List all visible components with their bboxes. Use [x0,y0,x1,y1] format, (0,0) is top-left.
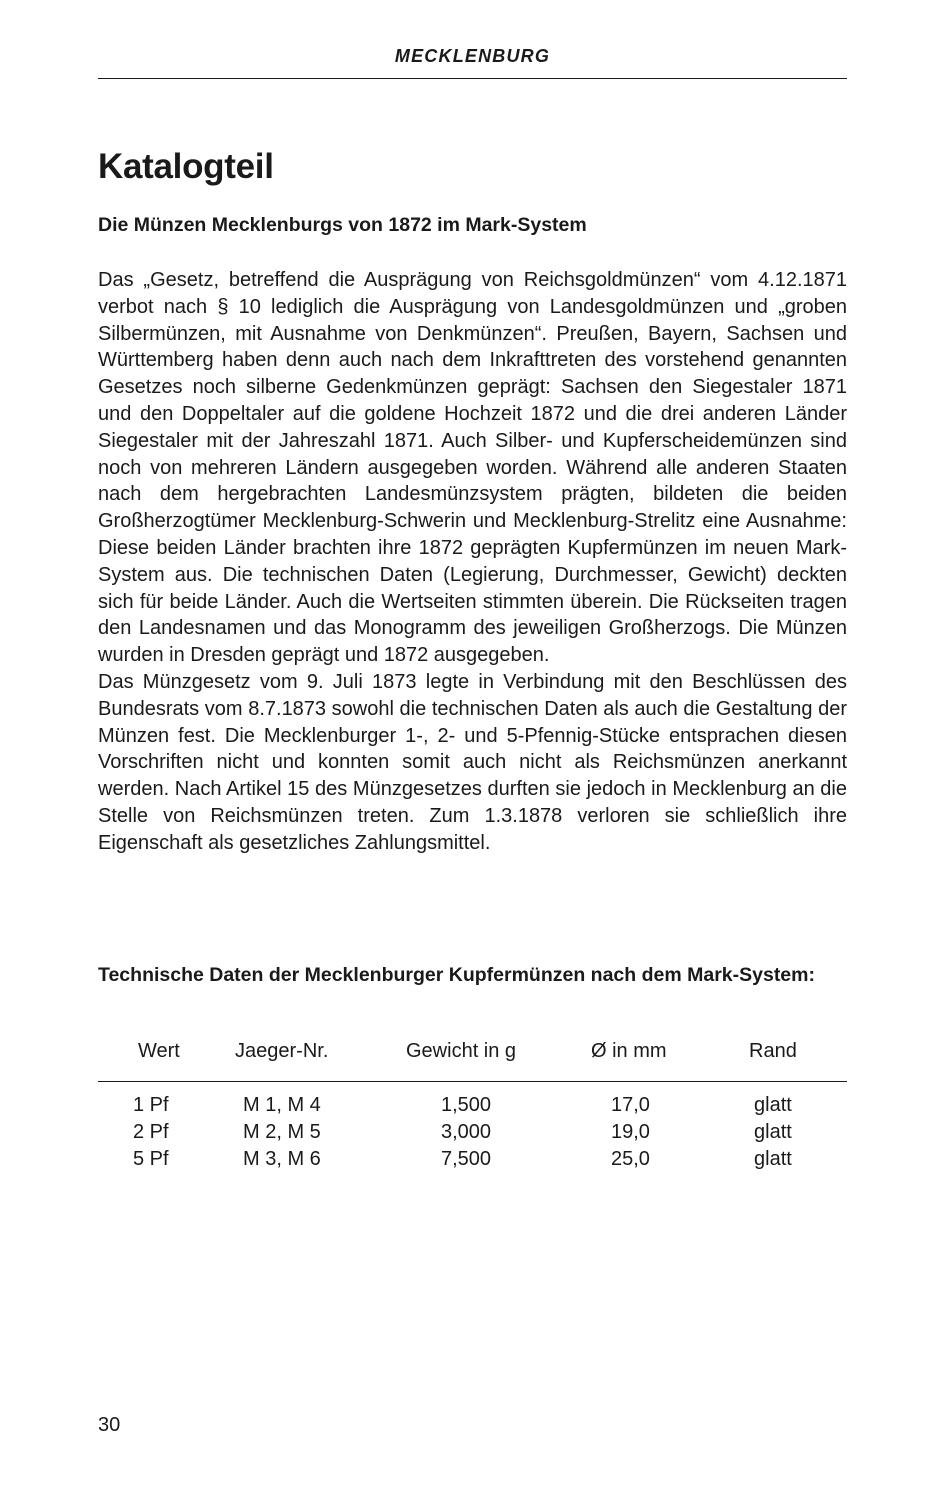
cell-gewicht: 3,000 [441,1121,492,1143]
header-jaeger: Jaeger-Nr. [235,1040,329,1062]
cell-rand: glatt [754,1121,792,1143]
header-rule [98,78,847,79]
cell-durchmesser: 25,0 [611,1148,650,1170]
cell-rand: glatt [754,1094,792,1116]
table-row [98,1121,847,1148]
table-row [98,1094,847,1121]
cell-wert: 2 Pf [133,1121,169,1143]
table-body [98,1094,847,1175]
paragraph: Das „Gesetz, betreffend die Ausprägung von Reichsgoldmünzen“ vom 4.12.1871 verbot nach § 10 lediglich die Ausprägung von Landesgoldmünzen und „groben Silbermünzen, mit Ausnahme von Denkmünzen“. Preußen, Bayern, Sachsen und Württemberg haben denn auch nach dem Inkrafttreten des vorstehend genannten Gesetzes noch silberne Gedenkmünzen geprägt: Sachsen den Siegestaler 1871 und den Doppeltaler auf die goldene Hochzeit 1872 und die drei anderen Länder Siegestaler mit der Jahreszahl 1871. Auch Silber- und Kupferscheidemünzen sind noch von mehreren Ländern ausgegeben worden. Während alle anderen Staaten nach dem hergebrachten Landesmünzsystem prägten, bildeten die beiden Großherzogtümer Mecklenburg-Schwerin und Mecklenburg-Strelitz eine Ausnahme: Diese beiden Länder brachten ihre 1872 geprägten Kupfermünzen im neuen Mark-System aus. Die technischen Daten (Legierung, Durchmesser, Gewicht) deckten sich für beide Länder. Auch die Wertseiten stimmten überein. Die Rückseiten tragen den Landesnamen und das Monogramm des jeweiligen Großherzogs. Die Münzen wurden in Dresden geprägt und 1872 ausgegeben. [98,269,847,667]
header-gewicht: Gewicht in g [406,1040,517,1062]
cell-jaeger: M 3, M 6 [243,1148,321,1170]
header-durchmesser: Ø in mm [591,1040,667,1062]
cell-wert: 1 Pf [133,1094,169,1116]
table-rule [98,1081,847,1082]
header-wert: Wert [138,1040,180,1062]
page-number: 30 [98,1414,121,1436]
cell-gewicht: 1,500 [441,1094,492,1116]
cell-wert: 5 Pf [133,1148,169,1170]
cell-gewicht: 7,500 [441,1148,492,1170]
section-subtitle: Die Münzen Mecklenburgs von 1872 im Mark-System [98,214,587,236]
paragraph: Das Münzgesetz vom 9. Juli 1873 legte in Verbindung mit den Beschlüssen des Bundesrats vom 8.7.1873 sowohl die technischen Daten als auch die Gestaltung der Münzen fest. Die Mecklenburger 1-, 2- und 5-Pfennig-Stücke entsprachen diesen Vorschriften nicht und konnten somit auch nicht als Reichsmünzen anerkannt werden. Nach Artikel 15 des Münzgesetzes durften sie jedoch in Mecklenburg an die Stelle von Reichsmünzen treten. Zum 1.3.1878 verloren sie schließlich ihre Eigenschaft als gesetzliches Zahlungsmittel. [98,670,847,854]
cell-durchmesser: 17,0 [611,1094,650,1116]
cell-durchmesser: 19,0 [611,1121,650,1143]
table-title: Technische Daten der Mecklenburger Kupfermünzen nach dem Mark-System: [98,964,815,986]
header-rand: Rand [749,1040,797,1062]
body-text [98,267,847,857]
cell-jaeger: M 1, M 4 [243,1094,321,1116]
table-row [98,1148,847,1175]
table-header [98,1040,847,1070]
cell-jaeger: M 2, M 5 [243,1121,321,1143]
page-title: Katalogteil [98,147,274,186]
cell-rand: glatt [754,1148,792,1170]
running-head: MECKLENBURG [394,46,551,66]
